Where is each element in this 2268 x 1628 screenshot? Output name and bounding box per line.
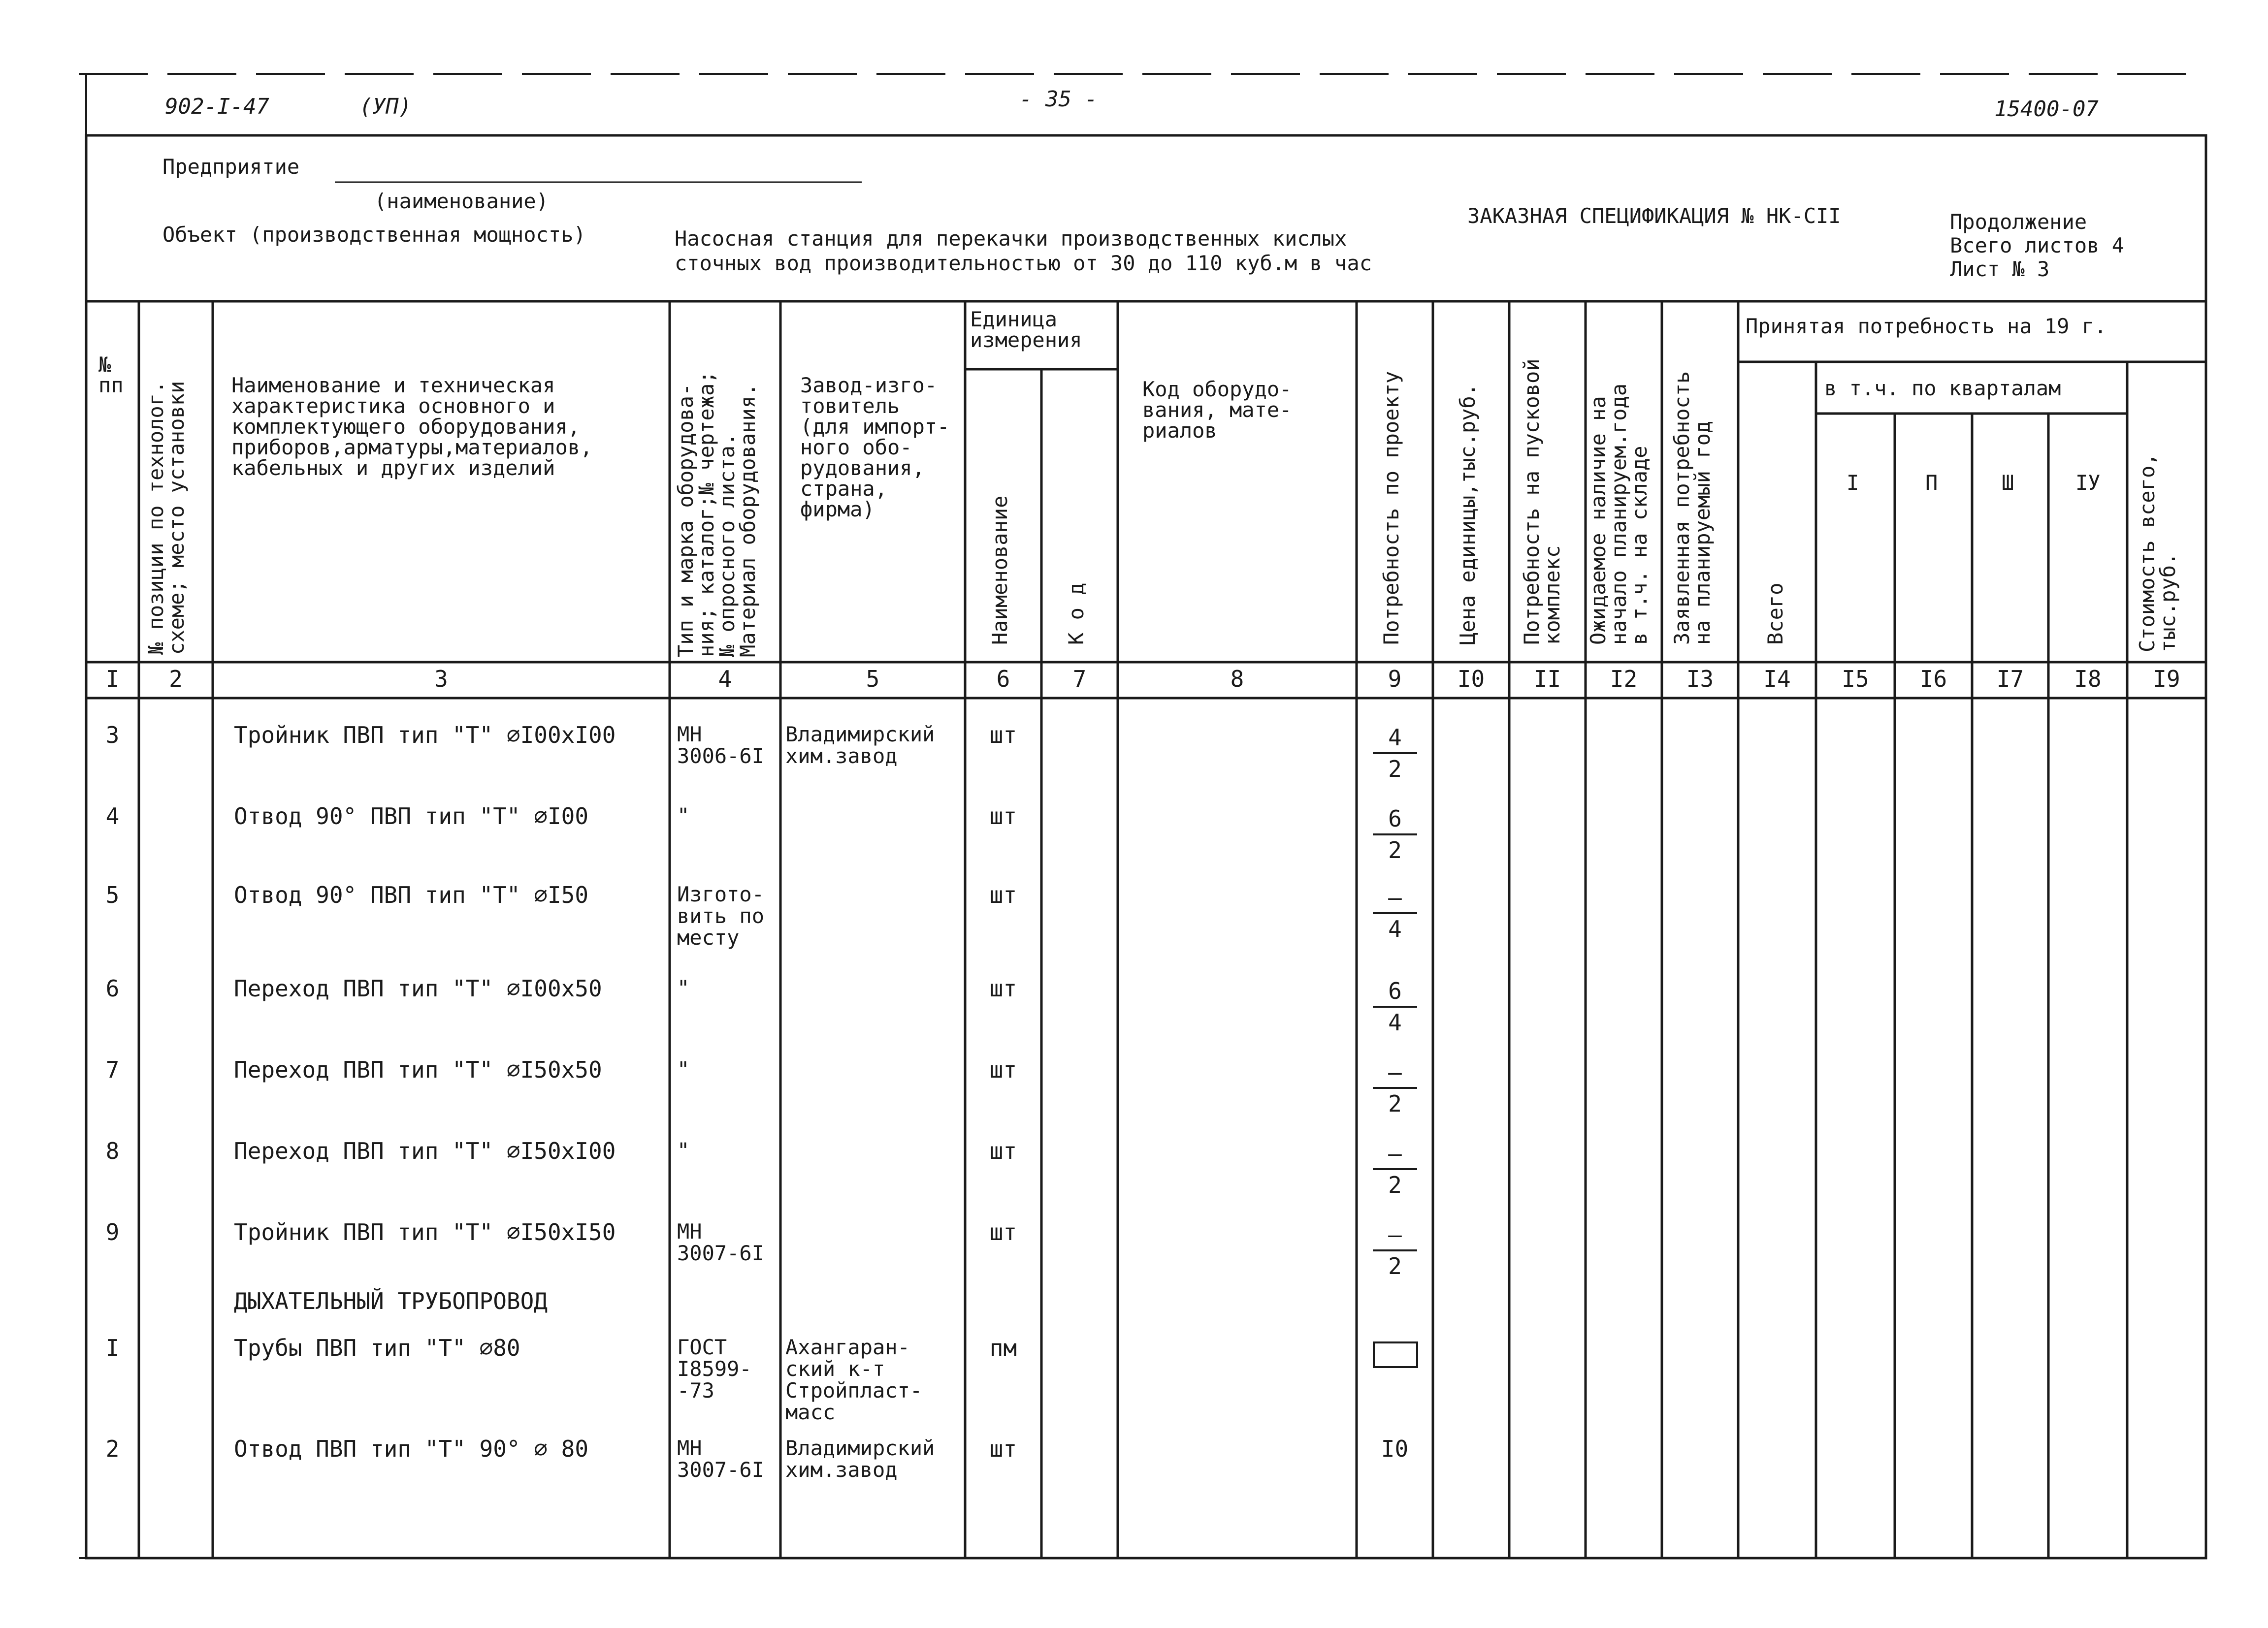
column-number: I bbox=[105, 666, 120, 692]
col-header-launch: Потребность на пусковой комплекс bbox=[1520, 358, 1564, 645]
fraction-bar bbox=[1373, 833, 1417, 835]
item-name: Переход ПВП тип "Т" ∅I00х50 bbox=[234, 975, 602, 1002]
item-unit: пм bbox=[989, 1335, 1017, 1361]
row-number: 4 bbox=[105, 803, 120, 830]
need-bottom: 2 bbox=[1388, 1253, 1402, 1279]
item-unit: шт bbox=[989, 803, 1017, 830]
need-bottom: 2 bbox=[1388, 1172, 1402, 1198]
row-number: I bbox=[105, 1335, 120, 1361]
need-bottom: 2 bbox=[1388, 1090, 1402, 1117]
row-number: 8 bbox=[105, 1138, 120, 1164]
need-top: – bbox=[1388, 1140, 1402, 1167]
col-header-code: Код оборудо- вания, мате- риалов bbox=[1142, 377, 1292, 443]
col-header-maker: Завод-изго- товитель (для импорт- ного обо- рудования, страна, фирма) bbox=[800, 373, 950, 521]
col-header-price: Цена единицы,тыс.руб. bbox=[1456, 383, 1480, 645]
col-header-accepted-group: Принятая потребность на 19 г. bbox=[1746, 314, 2107, 338]
sheet-number: Лист № 3 bbox=[1950, 257, 2050, 281]
item-unit: шт bbox=[989, 1219, 1017, 1245]
need-fraction bbox=[1368, 725, 1422, 782]
column-number: 4 bbox=[718, 666, 732, 692]
col-header-q1: I bbox=[1847, 471, 1859, 495]
continuation: Продолжение bbox=[1950, 210, 2087, 234]
object-label: Объект (производственная мощность) bbox=[162, 223, 586, 247]
need-top: – bbox=[1388, 884, 1402, 911]
item-unit: шт bbox=[989, 1436, 1017, 1462]
page-number: - 35 - bbox=[1019, 87, 1098, 112]
column-number: I7 bbox=[1996, 666, 2024, 692]
col-header-no: № пп bbox=[98, 352, 124, 397]
column-number: I8 bbox=[2074, 666, 2102, 692]
col-header-unit-code: К о д bbox=[1064, 582, 1088, 645]
col-header-expected: Ожидаемое наличие на начало планируем.года в т.ч. на складе bbox=[1586, 383, 1652, 645]
item-unit: шт bbox=[989, 882, 1017, 908]
need-bottom: 2 bbox=[1388, 756, 1402, 782]
item-type: " bbox=[677, 803, 690, 828]
column-number: 2 bbox=[169, 666, 183, 692]
need-fraction bbox=[1368, 1141, 1422, 1198]
column-number: 3 bbox=[434, 666, 448, 692]
col-header-quarters-group: в т.ч. по кварталам bbox=[1824, 376, 2061, 400]
drawing-number: 15400-07 bbox=[1994, 96, 2099, 122]
item-unit: шт bbox=[989, 1056, 1017, 1083]
need-top: 6 bbox=[1388, 805, 1402, 832]
item-name: Тройник ПВП тип "Т" ∅I50хI50 bbox=[234, 1219, 616, 1245]
item-type: МН 3007-6I bbox=[677, 1436, 765, 1482]
item-name: Отвод ПВП тип "Т" 90° ∅ 80 bbox=[234, 1436, 589, 1462]
col-header-position: № позиции по технолог. схеме; место установки bbox=[144, 381, 189, 655]
column-number: II bbox=[1533, 666, 1561, 692]
spec-title: ЗАКАЗНАЯ СПЕЦИФИКАЦИЯ № НК-СII bbox=[1467, 204, 1841, 228]
column-number: 6 bbox=[996, 666, 1010, 692]
column-number: 8 bbox=[1230, 666, 1244, 692]
album-mark: (УП) bbox=[359, 94, 412, 119]
need-top: 6 bbox=[1388, 978, 1402, 1004]
need-fraction bbox=[1368, 885, 1422, 942]
column-number: 9 bbox=[1388, 666, 1402, 692]
item-unit: шт bbox=[989, 1138, 1017, 1164]
fraction-bar bbox=[1373, 1006, 1417, 1008]
row-number: 7 bbox=[105, 1056, 120, 1083]
need-empty-box bbox=[1373, 1341, 1418, 1368]
need-bottom: 4 bbox=[1388, 916, 1402, 942]
name-caption: (наименование) bbox=[374, 189, 549, 213]
col-header-name: Наименование и техническая характеристика основного и комплектующего оборудования, приборов,арматуры,материалов, кабельных и других изделий bbox=[231, 373, 593, 480]
enterprise-label: Предприятие bbox=[162, 155, 300, 179]
column-number: I5 bbox=[1842, 666, 1869, 692]
fraction-bar bbox=[1373, 1087, 1417, 1089]
item-type: ГОСТ I8599- -73 bbox=[677, 1335, 752, 1403]
need-fraction bbox=[1368, 978, 1422, 1035]
col-header-q3: Ш bbox=[2002, 471, 2014, 495]
column-number: I3 bbox=[1686, 666, 1714, 692]
column-number: I9 bbox=[2153, 666, 2180, 692]
col-header-unit-group: Единица измерения bbox=[970, 307, 1082, 352]
item-type: МН 3006-6I bbox=[677, 722, 765, 768]
col-header-declared: Заявленная потребность на планируемый год bbox=[1670, 371, 1715, 645]
col-header-cost: Стоимость всего, тыс.руб. bbox=[2135, 453, 2180, 652]
item-maker: Владимирский хим.завод bbox=[785, 1436, 935, 1482]
row-number: 9 bbox=[105, 1219, 120, 1245]
column-number: I4 bbox=[1763, 666, 1791, 692]
col-header-q2: П bbox=[1925, 471, 1938, 495]
item-type: Изгото- вить по месту bbox=[677, 882, 765, 950]
total-sheets: Всего листов 4 bbox=[1950, 233, 2125, 257]
item-name: Переход ПВП тип "Т" ∅I50хI00 bbox=[234, 1138, 616, 1164]
col-header-unit-name: Наименование bbox=[988, 495, 1012, 645]
fraction-bar bbox=[1373, 752, 1417, 754]
row-number: 3 bbox=[105, 722, 120, 748]
row-number: 2 bbox=[105, 1436, 120, 1462]
item-name: Отвод 90° ПВП тип "Т" ∅I00 bbox=[234, 803, 589, 830]
col-header-need: Потребность по проекту bbox=[1379, 371, 1403, 645]
fraction-bar bbox=[1373, 1168, 1417, 1170]
row-number: 5 bbox=[105, 882, 120, 908]
item-type: " bbox=[677, 1057, 690, 1081]
item-type: МН 3007-6I bbox=[677, 1219, 765, 1266]
column-number: I0 bbox=[1457, 666, 1485, 692]
item-name: Отвод 90° ПВП тип "Т" ∅I50 bbox=[234, 882, 589, 908]
item-type: " bbox=[677, 976, 690, 1000]
item-name: Тройник ПВП тип "Т" ∅I00хI00 bbox=[234, 722, 616, 748]
need-fraction bbox=[1368, 806, 1422, 863]
item-unit: шт bbox=[989, 722, 1017, 748]
item-unit: шт bbox=[989, 975, 1017, 1002]
column-number: 5 bbox=[866, 666, 880, 692]
object-text-1: Насосная станция для перекачки производственных кислых bbox=[675, 226, 1347, 251]
need-bottom: 2 bbox=[1388, 837, 1402, 863]
column-number: I6 bbox=[1919, 666, 1947, 692]
col-header-q4: IУ bbox=[2075, 471, 2101, 495]
need-top: – bbox=[1388, 1221, 1402, 1248]
column-number: 7 bbox=[1072, 666, 1087, 692]
fraction-bar bbox=[1373, 1249, 1417, 1251]
need-fraction bbox=[1368, 1059, 1422, 1117]
item-maker: Ахангаран- ский к-т Стройпласт- масс bbox=[785, 1335, 923, 1425]
item-name: Трубы ПВП тип "Т" ∅80 bbox=[234, 1335, 520, 1361]
need-value: I0 bbox=[1381, 1436, 1409, 1462]
row-number: 6 bbox=[105, 975, 120, 1002]
need-top: 4 bbox=[1388, 724, 1402, 751]
need-fraction bbox=[1368, 1222, 1422, 1279]
need-top: – bbox=[1388, 1059, 1402, 1085]
column-number: I2 bbox=[1610, 666, 1638, 692]
section-title: ДЫХАТЕЛЬНЫЙ ТРУБОПРОВОД bbox=[234, 1288, 548, 1314]
doc-code: 902-I-47 bbox=[165, 94, 269, 119]
object-text-2: сточных вод производительностью от 30 до 110 куб.м в час bbox=[675, 251, 1372, 275]
item-name: Переход ПВП тип "Т" ∅I50х50 bbox=[234, 1056, 602, 1083]
need-bottom: 4 bbox=[1388, 1009, 1402, 1036]
col-header-total: Всего bbox=[1763, 582, 1787, 645]
item-type: " bbox=[677, 1138, 690, 1162]
fraction-bar bbox=[1373, 912, 1417, 914]
item-maker: Владимирский хим.завод bbox=[785, 722, 935, 768]
col-header-type: Тип и марка оборудова- ния; каталог;№ чертежа; № опросного листа. Материал оборудования. bbox=[674, 371, 760, 657]
